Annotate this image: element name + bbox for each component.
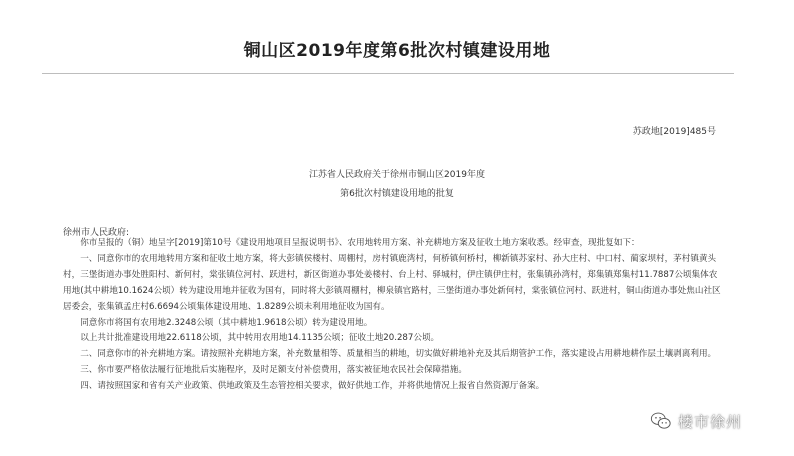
- body-paragraph: 四、请按照国家和省有关产业政策、供地政策及生态管控相关要求，做好供地工作，并将供地情况上报省自然资源厅备案。: [80, 381, 545, 392]
- body-paragraph: 三、你市要严格依法履行征地批后实施程序，及时足额支付补偿费用，落实被征地农民社会保障措施。: [80, 365, 467, 376]
- watermark: [650, 408, 742, 434]
- salutation: 徐州市人民政府:: [63, 228, 130, 238]
- wechat-icon: [650, 410, 672, 432]
- body-paragraph: 你市呈报的（铜）地呈字[2019]第10号《建设用地项目呈报说明书》、农用地转用方案、补充耕地方案及征收土地方案收悉。经审查，现批复如下：: [80, 238, 640, 248]
- watermark-text: 楼市徐州: [678, 412, 743, 431]
- title-divider: [42, 73, 734, 74]
- body-paragraph: 以上共计批准建设用地22.6118公顷，其中转用农用地14.1135公顷；征收土地20.287公顷。: [80, 333, 440, 344]
- reply-subtitle-line2: 第6批次村镇建设用地的批复: [340, 189, 454, 199]
- document-title: 铜山区2019年度第6批次村镇建设用地: [243, 41, 551, 61]
- body-paragraph: 同意你市将国有农用地2.3248公顷（其中耕地1.9618公顷）转为建设用地。: [80, 317, 373, 328]
- document-body: [63, 236, 723, 395]
- body-paragraph: 一、同意你市的农用地转用方案和征收土地方案，将大彭镇侯楼村、周棚村，房村镇鹿湾村，何桥镇何桥村，柳新镇苏家村、孙大庄村、中口村、蔺家坝村，茅村镇黄头村，三堡街道办事处胜阳村、新何村，棠张镇位河村、跃进村，新区街道办事处姜楼村、台上村、驿城村，伊庄镇伊庄村，张集镇孙湾村，郑集镇郑集村11.7887公顷集体农用地(其中耕地10.1624公顷）转为建设用地并征收为国有，同时将大彭镇周棚村，柳泉镇官路村，三堡街道办事处新何村，棠张镇位河村、跃进村，铜山街道办事处焦山社区居委会，张集镇孟庄村6.6694公顷集体建设用地、1.8289公顷未利用地征收为国有。: [63, 253, 721, 312]
- reply-subtitle-line1: 江苏省人民政府关于徐州市铜山区2019年度: [309, 170, 485, 180]
- document-number: 苏政地[2019]485号: [632, 127, 716, 137]
- body-paragraph: 二、同意你市的补充耕地方案。请按照补充耕地方案，补充数量相等、质量相当的耕地，切实做好耕地补充及其后期管护工作，落实建设占用耕地耕作层土壤剥离利用。: [80, 349, 717, 360]
